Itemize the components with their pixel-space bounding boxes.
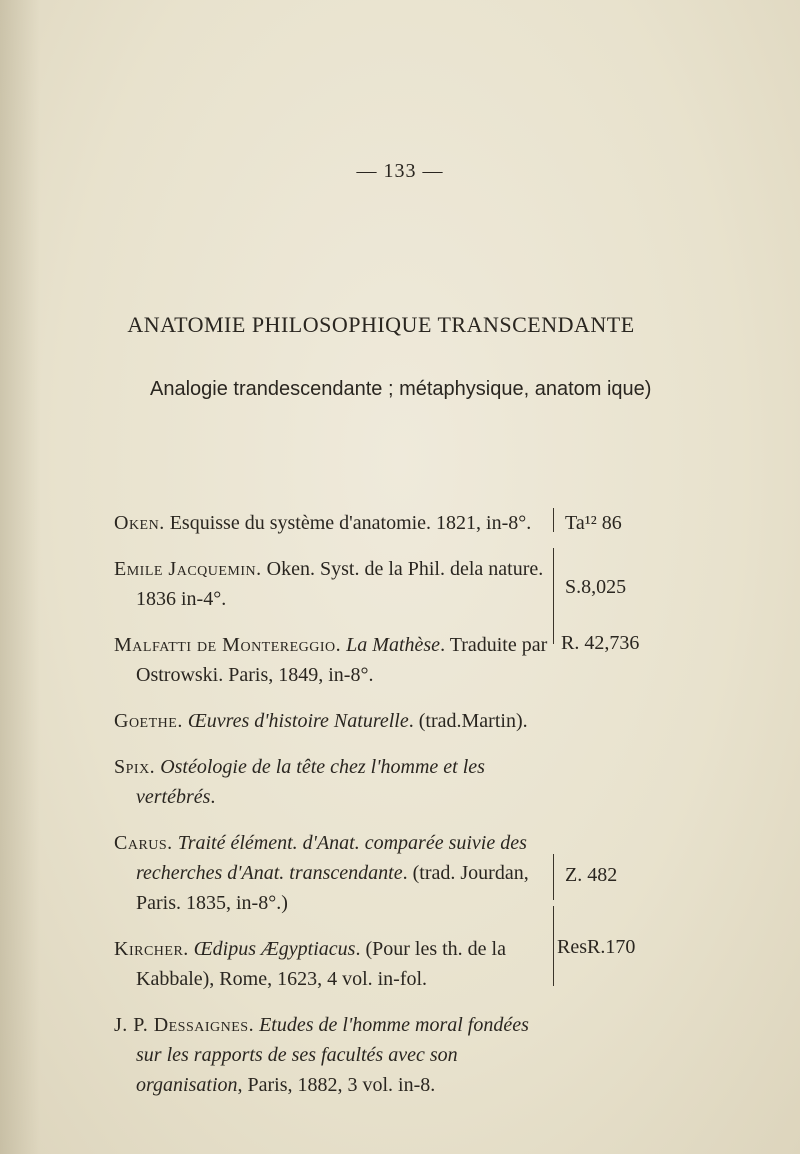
- entry-title: Ostéologie de la tête chez l'homme et les vertébrés: [136, 756, 485, 808]
- page-number: — 133 —: [356, 160, 444, 182]
- entry-title: Etudes de l'homme moral fondées sur les rapports de ses facultés avec son organisation: [136, 1014, 529, 1096]
- bibliography-entry: [114, 752, 554, 812]
- shelfmark: R. 42,736: [561, 632, 640, 654]
- entry-author: J. P. Dessaignes.: [114, 1014, 255, 1036]
- shelfmark: Ta¹² 86: [565, 512, 622, 534]
- page-title: ANATOMIE PHILOSOPHIQUE TRANSCENDANTE: [127, 312, 635, 337]
- entry-text: . (trad. Jourdan, Paris. 1835, in-8°.): [136, 862, 529, 914]
- entry-author: Goethe.: [114, 710, 183, 732]
- bibliography-entry: [114, 630, 554, 690]
- entry-author: Carus.: [114, 832, 173, 854]
- bibliography-entry: [114, 554, 554, 614]
- shelfmark-divider: [553, 508, 554, 532]
- shelfmark-divider: [553, 548, 554, 644]
- entry-title: La Mathèse: [346, 634, 441, 656]
- entry-text: .: [210, 786, 216, 808]
- bibliography-entry: [114, 508, 554, 538]
- bibliography-entry: [114, 828, 554, 918]
- entry-title: Œdipus Ægyptiacus: [193, 938, 356, 960]
- entry-text: . Traduite par Ostrowski. Paris, 1849, in-8°.: [136, 634, 548, 686]
- entry-author: Malfatti de Montereggio.: [114, 634, 342, 656]
- entry-author: Spix.: [114, 756, 156, 778]
- shelfmark-column: [553, 508, 658, 1093]
- shelfmark: S.8,025: [565, 576, 627, 598]
- bibliography-entry: [114, 1010, 554, 1100]
- entry-text: . (Pour les th. de la Kabbale), Rome, 1623, 4 vol. in-fol.: [136, 938, 506, 990]
- entry-text: . (trad.Martin).: [408, 710, 528, 732]
- shelfmark-divider: [553, 906, 554, 986]
- bibliography-entry: [114, 706, 554, 736]
- shelfmark-divider: [553, 854, 554, 900]
- entry-author: Oken.: [114, 512, 165, 534]
- entry-text: , Paris, 1882, 3 vol. in-8.: [237, 1074, 436, 1096]
- entry-text: Oken. Syst. de la Phil. dela nature. 1836 in-4°.: [136, 558, 544, 610]
- entry-title: Œuvres d'histoire Naturelle: [187, 710, 409, 732]
- bibliography-entry: [114, 934, 554, 994]
- page-subtitle: Analogie trandescendante ; métaphysique, anatom ique): [150, 378, 652, 400]
- entry-author: Emile Jacquemin.: [114, 558, 262, 580]
- shelfmark: Z. 482: [565, 864, 618, 886]
- shelfmark: ResR.170: [557, 936, 636, 958]
- entry-author: Kircher.: [114, 938, 189, 960]
- bibliography-list: [114, 508, 554, 1116]
- entry-title: Traité élément. d'Anat. comparée suivie des recherches d'Anat. transcendante: [136, 832, 527, 884]
- entry-text: Esquisse du système d'anatomie. 1821, in-8°.: [169, 512, 532, 534]
